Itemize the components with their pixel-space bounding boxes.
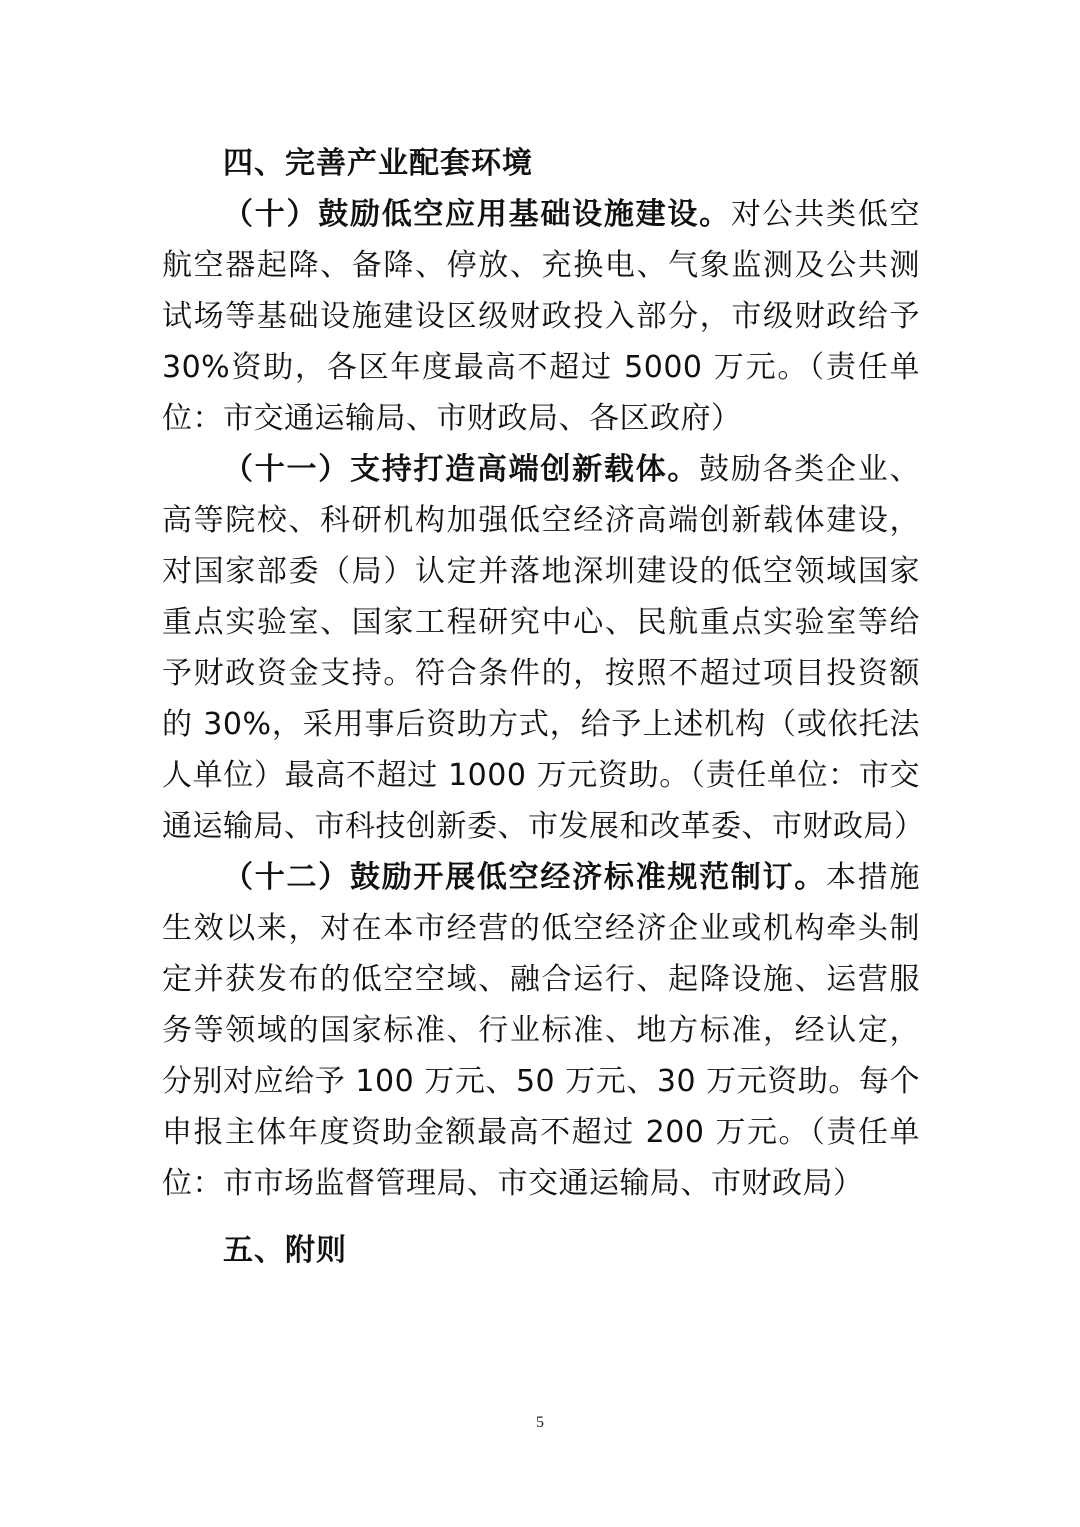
clause-10-body: 对公共类低空航空器起降、备降、停放、充换电、气象监测及公共测试场等基础设施建设区级财政投入部分，市级财政给予 30%资助，各区年度最高不超过 5000 万元。（责任单位：市交通运输局、市财政局、各区政府） [162, 197, 921, 436]
clause-12-title: （十二）鼓励开展低空经济标准规范制订。 [223, 860, 827, 895]
section-heading-5: 五、附则 [223, 1233, 347, 1268]
clause-11-body: 鼓励各类企业、高等院校、科研机构加强低空经济高端创新载体建设，对国家部委（局）认定并落地深圳建设的低空领域国家重点实验室、国家工程研究中心、民航重点实验室等给予财政资金支持。符合条件的，按照不超过项目投资额的 30%，采用事后资助方式，给予上述机构（或依托法人单位）最高不超过 1000 万元资助。（责任单位：市交通运输局、市科技创新委、市发展和改革委、市财政局） [162, 452, 925, 844]
clause-10 [162, 189, 920, 444]
section-heading-4: 四、完善产业配套环境 [223, 146, 533, 181]
page-number: 5 [536, 1414, 544, 1431]
clause-12 [162, 852, 920, 1209]
clause-11-title: （十一）支持打造高端创新载体。 [223, 452, 700, 487]
clause-11 [162, 444, 925, 852]
clause-12-body: 本措施生效以来，对在本市经营的低空经济企业或机构牵头制定并获发布的低空空域、融合运行、起降设施、运营服务等领域的国家标准、行业标准、地方标准，经认定，分别对应给予 100 万元、50 万元、30 万元资助。每个申报主体年度资助金额最高不超过 200 万元。（责任单位：市市场监督管理局、市交通运输局、市财政局） [162, 860, 921, 1201]
document-body [162, 138, 925, 1276]
clause-10-title: （十）鼓励低空应用基础设施建设。 [223, 197, 731, 232]
